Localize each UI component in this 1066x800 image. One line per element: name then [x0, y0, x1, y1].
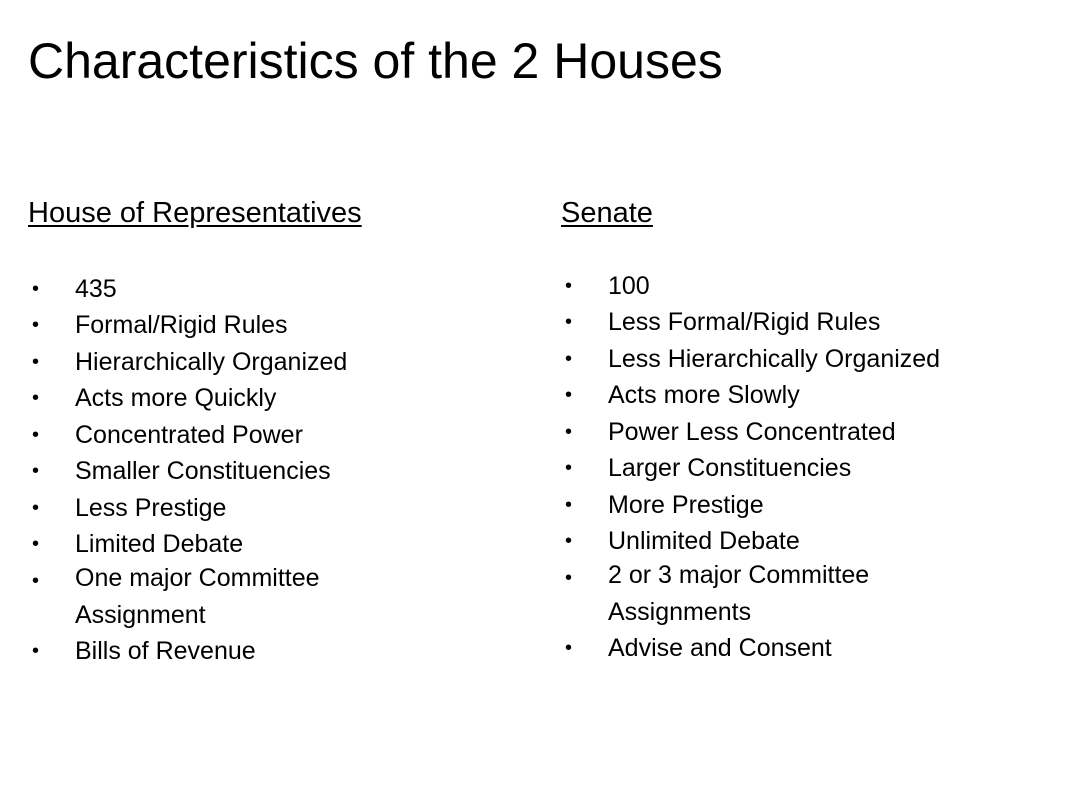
bullet-icon: •	[32, 460, 40, 483]
list-item-text: More Prestige	[608, 490, 764, 519]
list-item-text: Larger Constituencies	[608, 454, 852, 483]
bullet-icon: •	[565, 457, 573, 480]
list-item	[28, 307, 455, 344]
bullet-icon: •	[32, 314, 40, 337]
slide-title: Characteristics of the 2 Houses	[28, 33, 723, 89]
senate-bullet-list	[561, 268, 1041, 667]
list-item	[28, 563, 455, 634]
list-item	[561, 304, 1041, 341]
bullet-icon: •	[565, 274, 573, 297]
list-item	[561, 414, 1041, 451]
list-item-text: Formal/Rigid Rules	[75, 311, 288, 340]
list-item-text: Acts more Quickly	[75, 384, 277, 413]
list-item-text: 435	[75, 274, 117, 303]
list-item-text: Less Hierarchically Organized	[608, 344, 941, 373]
list-item-text: Less Prestige	[75, 493, 227, 522]
list-item	[28, 380, 455, 417]
list-item	[561, 450, 1041, 487]
list-item	[561, 377, 1041, 414]
bullet-icon: •	[565, 637, 573, 660]
bullet-icon: •	[565, 566, 573, 589]
list-item-text: Assignments	[608, 597, 752, 626]
list-item-text: Less Formal/Rigid Rules	[608, 308, 881, 337]
bullet-icon: •	[32, 277, 40, 300]
house-column	[28, 196, 508, 670]
list-item-text: Acts more Slowly	[608, 381, 800, 410]
list-item-text: Limited Debate	[75, 530, 244, 559]
list-item-text: Assignment	[75, 600, 206, 629]
bullet-icon: •	[32, 350, 40, 373]
list-item	[28, 344, 455, 381]
list-item	[28, 490, 455, 527]
bullet-icon: •	[565, 530, 573, 553]
bullet-icon: •	[565, 420, 573, 443]
bullet-icon: •	[565, 311, 573, 334]
list-item	[28, 417, 455, 454]
list-item	[28, 271, 455, 308]
list-item-text: Power Less Concentrated	[608, 417, 896, 446]
list-item-text: Bills of Revenue	[75, 637, 256, 666]
bullet-icon: •	[32, 569, 40, 592]
list-item-text: 100	[608, 271, 650, 300]
bullet-icon: •	[565, 384, 573, 407]
list-item	[561, 268, 1041, 305]
list-item-text: Concentrated Power	[75, 420, 303, 449]
bullet-icon: •	[32, 640, 40, 663]
list-item	[561, 630, 1041, 667]
list-item-text: Unlimited Debate	[608, 527, 800, 556]
list-item	[561, 560, 1041, 631]
bullet-icon: •	[32, 533, 40, 556]
house-bullet-list	[28, 271, 508, 670]
bullet-icon: •	[565, 347, 573, 370]
list-item	[28, 526, 455, 563]
house-heading: House of Representatives	[28, 197, 362, 229]
list-item	[561, 523, 1041, 560]
senate-heading: Senate	[561, 197, 653, 229]
list-item-text: 2 or 3 major Committee	[608, 560, 870, 589]
bullet-icon: •	[32, 387, 40, 410]
list-item	[561, 341, 1041, 378]
bullet-icon: •	[32, 423, 40, 446]
list-item	[28, 453, 455, 490]
list-item-text: Hierarchically Organized	[75, 347, 348, 376]
list-item	[561, 487, 1041, 524]
list-item	[28, 633, 455, 670]
bullet-icon: •	[32, 496, 40, 519]
senate-column	[561, 196, 1041, 667]
list-item-text: One major Committee	[75, 563, 320, 592]
list-item-text: Smaller Constituencies	[75, 457, 331, 486]
list-item-text: Advise and Consent	[608, 634, 832, 663]
bullet-icon: •	[565, 493, 573, 516]
